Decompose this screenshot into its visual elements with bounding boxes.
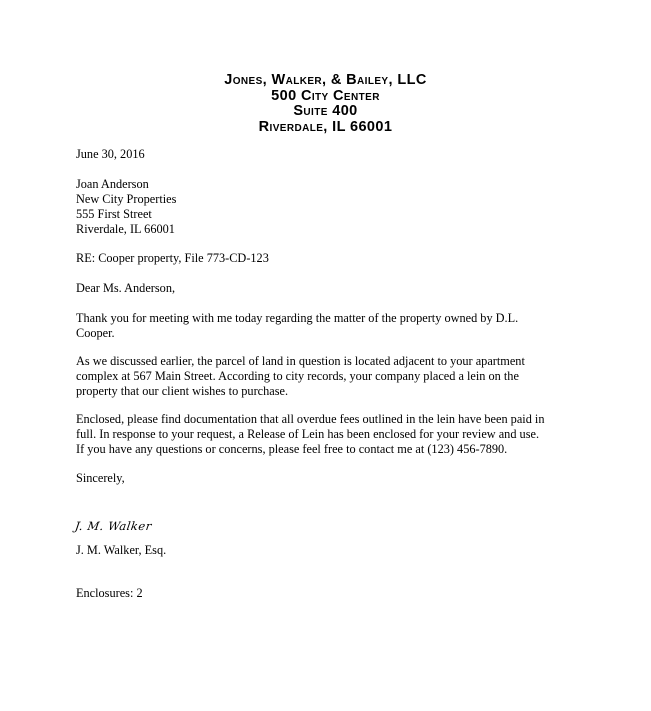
paragraph-line: Thank you for meeting with me today regarding the matter of the property owned by D.L. xyxy=(76,311,519,325)
paragraph-line: property that our client wishes to purchase. xyxy=(76,384,289,398)
paragraph-line: Enclosed, please find documentation that all overdue fees outlined in the lein have been paid in xyxy=(76,412,545,426)
paragraph-3 xyxy=(76,412,576,457)
recipient-name: Joan Anderson xyxy=(76,177,149,191)
recipient-street: 555 First Street xyxy=(76,207,152,221)
paragraph-line: full. In response to your request, a Release of Lein has been enclosed for your review and use. xyxy=(76,427,540,441)
recipient-city-state-zip: Riverdale, IL 66001 xyxy=(76,222,175,236)
paragraph-1 xyxy=(76,311,576,341)
letter-date: June 30, 2016 xyxy=(76,147,145,161)
enclosures-note: Enclosures: 2 xyxy=(76,586,143,600)
closing: Sincerely, xyxy=(76,471,125,485)
signer-name: J. M. Walker, Esq. xyxy=(76,543,167,557)
firm-address-line1: 500 City Center xyxy=(271,87,380,104)
paragraph-line: If you have any questions or concerns, please feel free to contact me at (123) 456-7890. xyxy=(76,442,508,456)
firm-address-line2: Suite 400 xyxy=(293,103,358,119)
handwritten-signature: J. M. Walker xyxy=(74,519,153,533)
recipient-company: New City Properties xyxy=(76,192,177,206)
re-line: RE: Cooper property, File 773-CD-123 xyxy=(76,251,269,265)
recipient-address xyxy=(76,177,576,237)
firm-name: Jones, Walker, & Bailey, LLC xyxy=(224,72,427,88)
paragraph-2 xyxy=(76,354,576,399)
salutation: Dear Ms. Anderson, xyxy=(76,281,176,295)
paragraph-line: complex at 567 Main Street. According to city records, your company placed a lein on the xyxy=(76,369,519,383)
paragraph-line: Cooper. xyxy=(76,326,115,340)
firm-address-line3: Riverdale, IL 66001 xyxy=(258,118,393,135)
letterhead xyxy=(0,73,651,135)
paragraph-line: As we discussed earlier, the parcel of land in question is located adjacent to your apartment xyxy=(76,354,525,368)
